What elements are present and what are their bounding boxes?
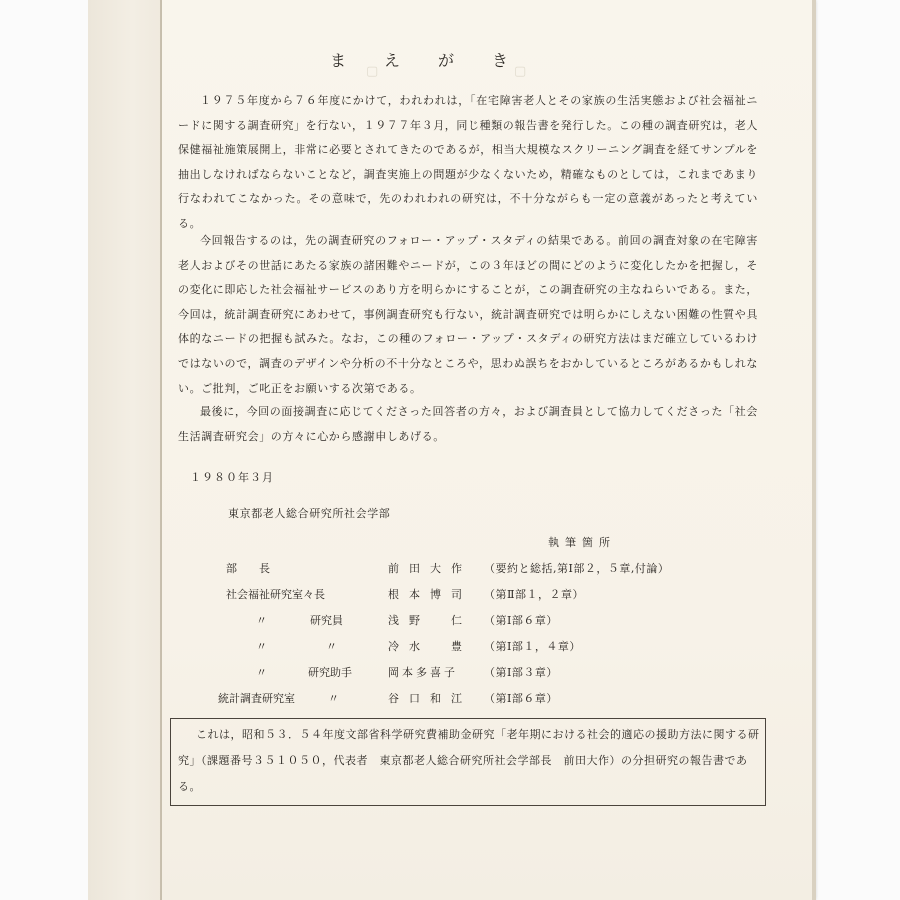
paragraph-3: 最後に，今回の面接調査に応じてくださった回答者の方々，および調査員として協力してくださった「社会生活調査研究会」の方々に心から感謝申しあげる。 xyxy=(178,405,758,443)
adjacent-page-edge xyxy=(88,0,162,900)
staff-row xyxy=(0,664,560,686)
staff-row xyxy=(0,690,560,712)
staff-role: 〃 xyxy=(326,640,337,653)
show-through-mark: ▢ xyxy=(514,64,527,79)
page-right-edge xyxy=(812,0,816,900)
staff-dept: 社会福祉研究室々長 xyxy=(226,588,325,601)
date: １９８０年３月 xyxy=(190,471,274,484)
staff-name: 前田大作 xyxy=(388,562,472,575)
staff-name: 根本博司 xyxy=(388,588,472,601)
paragraph-1: １９７５年度から７６年度にかけて，われわれは，「在宅障害老人とその家族の生活実態および社会福祉ニードに関する調査研究」を行ない，１９７７年３月，同じ種類の報告書を発行した。この種の調査研究は，老人保健福祉施策展開上，非常に必要とされてきたのであるが，相当大規模なスクリーニング調査を経てサンプルを抽出しなければならないことなど，調査実施上の問題が少なくないため，精確なものとしては，これまであまり行なわれてこなかった。その意味で，先のわれわれの研究は，不十分ながらも一定の意義があったと考えている。 xyxy=(178,94,758,230)
staff-row xyxy=(0,560,670,582)
staff-name: 谷口和江 xyxy=(388,692,472,705)
staff-dept: 〃 xyxy=(256,614,267,627)
show-through-mark: ▢ xyxy=(366,64,379,79)
staff-note: （第Ⅰ部６章） xyxy=(484,614,558,627)
staff-dept: 統計調査研究室 xyxy=(218,692,295,705)
staff-role: 研究助手 xyxy=(308,666,352,679)
staff-note: （第Ⅰ部１，４章） xyxy=(484,640,581,653)
paragraph-2: 今回報告するのは，先の調査研究のフォロー・アップ・スタディの結果である。前回の調査対象の在宅障害老人およびその世話にあたる家族の諸困難やニードが，この３年ほどの間にどのように変化したかを把握し，その変化に即応した社会福祉サービスのあり方を明らかにすることが，この調査研究の主なねらいである。また，今回は，統計調査研究にあわせて，事例調査研究も行ない，統計調査研究では明らかにしえない困難の性質や具体的なニードの把握も試みた。なお，この種のフォロー・アップ・スタディの研究方法はまだ確立しているわけではないので，調査のデザインや分析の不十分なところや，思わぬ誤ちをおかしているところがあるかもしれない。ご批判，ご叱正をお願いする次第である。 xyxy=(178,234,758,395)
column-header: 執筆箇所 xyxy=(548,536,616,549)
staff-row xyxy=(0,638,581,660)
organization: 東京都老人総合研究所社会学部 xyxy=(228,507,391,520)
staff-name: 浅野 仁 xyxy=(388,614,472,627)
title-char: ま xyxy=(330,51,349,70)
page-title xyxy=(330,48,650,71)
staff-note: （第Ⅰ部３章） xyxy=(484,666,558,679)
staff-dept: 〃 xyxy=(256,666,267,679)
staff-row xyxy=(0,612,560,634)
staff-dept: 部 長 xyxy=(226,562,270,575)
funding-note: これは，昭和５３．５４年度文部省科学研究費補助金研究「老年期における社会的適応の援助方法に関する研究」（課題番号３５１０５０，代表者 東京都老人総合研究所社会学部長 前田大作）の分担研究の報告書である。 xyxy=(178,728,760,793)
title-char: が xyxy=(438,51,457,70)
staff-name: 冷水 豊 xyxy=(388,640,472,653)
title-char: え xyxy=(384,51,403,70)
staff-role: 研究員 xyxy=(310,614,343,627)
staff-name: 岡本多喜子 xyxy=(388,666,458,679)
title-char: き xyxy=(492,51,511,70)
staff-note: （第Ⅰ部６章） xyxy=(484,692,558,705)
staff-dept: 〃 xyxy=(256,640,267,653)
staff-row xyxy=(0,586,584,608)
staff-note: （要約と総括,第Ⅰ部２，５章,付論） xyxy=(484,562,670,575)
staff-note: （第Ⅱ部１，２章） xyxy=(484,588,584,601)
staff-role: 〃 xyxy=(328,692,339,705)
